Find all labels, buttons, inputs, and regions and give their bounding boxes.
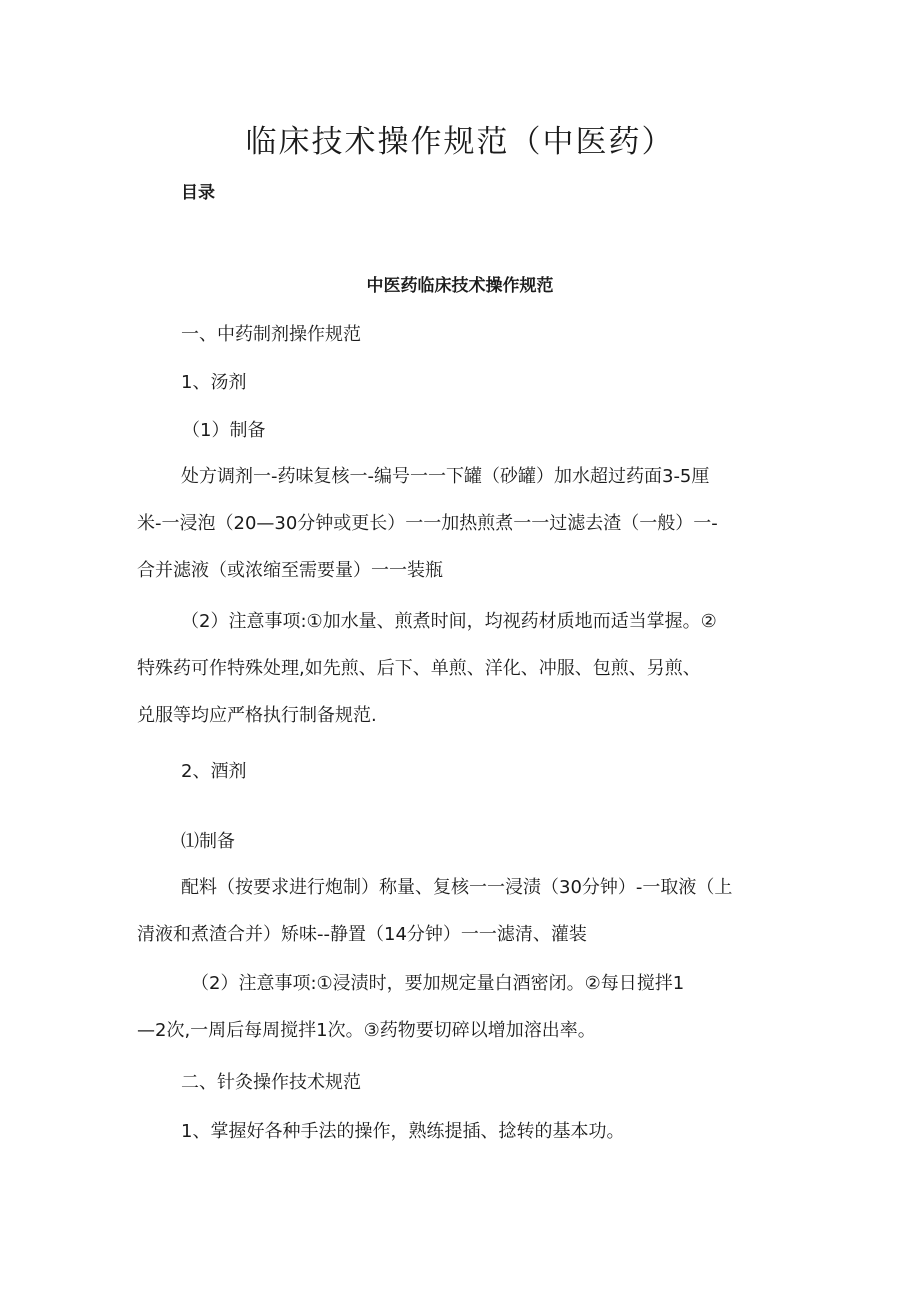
paragraph-line: 特殊药可作特殊处理,如先煎、后下、单煎、洋化、冲服、包煎、另煎、: [137, 658, 701, 679]
heading-wine-prep: ⑴制备: [181, 831, 235, 852]
paragraph-decoction-prep: [137, 453, 797, 594]
paragraph-line: —2次,一周后每周搅拌1次。③药物要切碎以增加溶出率。: [137, 1020, 596, 1041]
paragraph-line: 配料（按要求进行炮制）称量、复核一一浸渍（30分钟）-一取液（上: [181, 877, 733, 898]
heading-wine-preparation: 2、酒剂: [181, 761, 247, 782]
paragraph-line: 处方调剂一-药味复核一-编号一一下罐（砂罐）加水超过药面3-5厘: [181, 466, 710, 487]
heading-herbal-preparation: 一、中药制剂操作规范: [181, 324, 361, 345]
paragraph-line: 米-一浸泡（20—30分钟或更长）一一加热煎煮一一过滤去渣（一般）一-: [137, 513, 718, 534]
paragraph-line: （2）注意事项:①浸渍时，要加规定量白酒密闭。②每日搅拌1: [191, 973, 685, 994]
paragraph-wine-prep: [137, 864, 797, 958]
paragraph-line: 兑服等均应严格执行制备规范.: [137, 705, 377, 726]
heading-decoction: 1、汤剂: [181, 372, 247, 393]
paragraph-line: 清液和煮渣合并）矫味--静置（14分钟）一一滤清、灌装: [137, 924, 587, 945]
paragraph-decoction-notes: [137, 598, 797, 739]
heading-acupuncture: 二、针灸操作技术规范: [181, 1072, 361, 1093]
toc-heading: 目录: [181, 183, 215, 203]
paragraph-wine-notes: [137, 960, 797, 1054]
heading-decoction-prep: （1）制备: [182, 420, 266, 441]
paragraph-line: （2）注意事项:①加水量、煎煮时间，均视药材质地而适当掌握。②: [181, 611, 717, 632]
section-title: 中医药临床技术操作规范: [366, 276, 554, 296]
acupuncture-item-1: 1、掌握好各种手法的操作，熟练提插、捻转的基本功。: [181, 1121, 625, 1142]
document-title: 临床技术操作规范（中医药）: [245, 124, 675, 160]
paragraph-line: 合并滤液（或浓缩至需要量）一一装瓶: [137, 560, 443, 581]
